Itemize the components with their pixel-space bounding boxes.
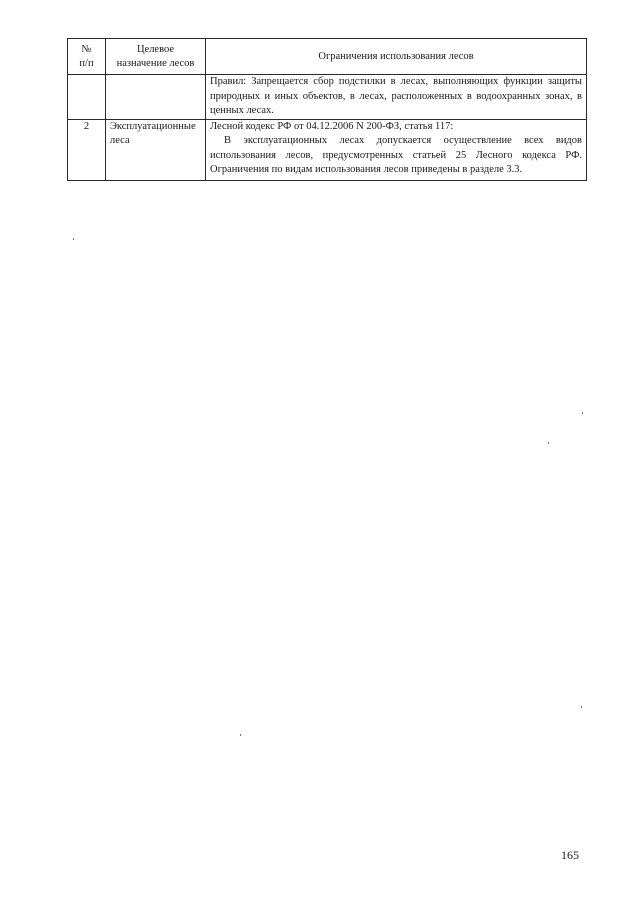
scan-speck — [548, 442, 549, 444]
header-purpose-line-2: назначение лесов — [116, 58, 195, 69]
row-1-paragraph-1: Правил: Запрещается сбор подстилки в лесах, выполняющих функции защиты природных и иных объектов, в лесах, расположенных в водоохранных зонах, в ценных лесах. — [210, 76, 582, 116]
header-purpose — [106, 39, 206, 75]
header-num — [68, 39, 106, 75]
scan-speck — [581, 706, 582, 708]
scan-speck — [240, 734, 241, 736]
scan-speck — [582, 412, 583, 414]
row-2-limits — [206, 119, 587, 180]
header-limits: Ограничения использования лесов — [206, 39, 587, 75]
row-1-limits — [206, 75, 587, 120]
row-1-purpose — [106, 75, 206, 120]
table-row — [68, 119, 587, 180]
scan-speck — [73, 238, 74, 240]
row-2-num: 2 — [68, 119, 106, 180]
forest-use-restrictions-table — [67, 38, 587, 181]
row-2-paragraph-1: Лесной кодекс РФ от 04.12.2006 N 200-ФЗ, статья 117: — [210, 120, 454, 132]
header-purpose-line-1: Целевое — [136, 43, 175, 55]
page-number: 165 — [561, 848, 579, 862]
row-2-paragraph-2: В эксплуатационных лесах допускается осуществление всех видов использования лесов, предусмотренных статьей 25 Лесного кодекса РФ. Ограничения по видам использования лесов приведены в разделе 3.3. — [210, 135, 582, 175]
table-header-row — [68, 39, 587, 75]
table-row — [68, 75, 587, 120]
row-1-num — [68, 75, 106, 120]
header-num-line-1: № — [81, 43, 92, 55]
header-num-line-2: п/п — [79, 58, 94, 69]
row-2-purpose: Эксплуатационные леса — [106, 119, 206, 180]
